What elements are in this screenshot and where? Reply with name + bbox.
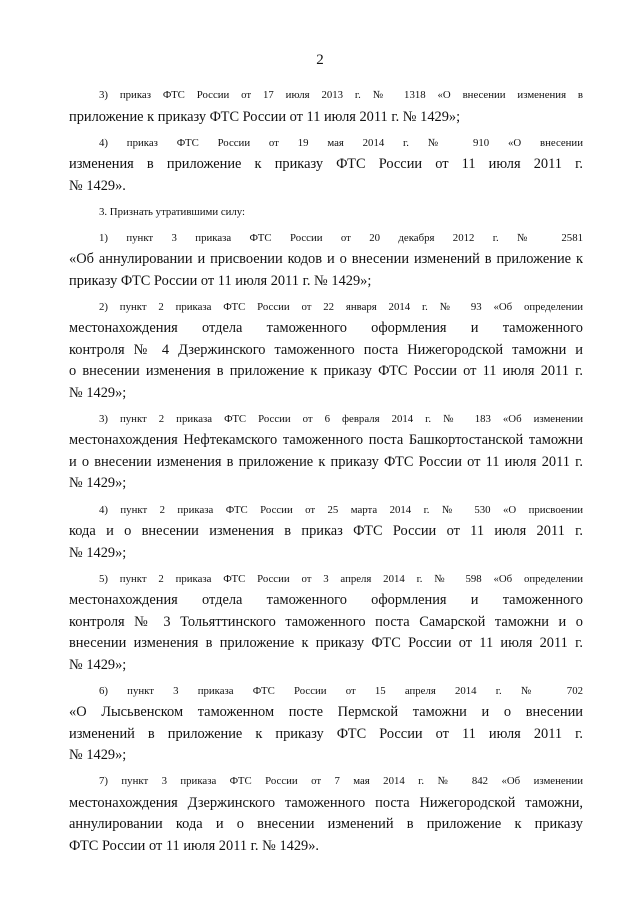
paragraph-line: ФТС России от 11 июля 2011 г. № 1429».: [69, 837, 320, 854]
paragraph-line: местонахождения отдела таможенного оформления и таможенного: [69, 592, 583, 609]
paragraph-line: внесении изменения в приложение к приказу ФТС России от 11 июля 2011 г.: [69, 635, 583, 652]
paragraph-line: аннулировании кода и о внесении изменений в приложение к приказу: [69, 816, 583, 833]
paragraph-line: местонахождения отдела таможенного оформления и таможенного: [69, 320, 583, 337]
paragraph-line: 3) приказ ФТС России от 17 июля 2013 г. № 1318 «О внесении изменения в: [99, 89, 583, 101]
page-number: 2: [316, 52, 324, 68]
paragraph-line: 7) пункт 3 приказа ФТС России от 7 мая 2014 г. № 842 «Об изменении: [99, 775, 583, 788]
paragraph-line: 3. Признать утратившими силу:: [99, 205, 246, 218]
paragraph-line: 4) пункт 2 приказа ФТС России от 25 марта 2014 г. № 530 «О присвоении: [99, 503, 583, 516]
paragraph-line: № 1429»;: [69, 747, 127, 764]
paragraph-line: местонахождения Дзержинского таможенного поста Нижегородской таможни,: [69, 794, 583, 811]
paragraph: [69, 569, 583, 677]
paragraph-line: № 1429»;: [69, 475, 127, 492]
paragraph-line: изменений в приложение к приказу ФТС России от 11 июля 2011 г.: [69, 725, 583, 742]
paragraph-line: контроля № 3 Тольяттинского таможенного поста Самарской таможни и о: [69, 613, 583, 630]
paragraph-line: № 1429»;: [69, 384, 127, 401]
paragraph-line: местонахождения Нефтекамского таможенного поста Башкортостанской таможни: [69, 432, 583, 449]
paragraph-line: 5) пункт 2 приказа ФТС России от 3 апреля 2014 г. № 598 «Об определении: [99, 572, 583, 585]
paragraph-line: 3) пункт 2 приказа ФТС России от 6 февраля 2014 г. № 183 «Об изменении: [99, 412, 583, 425]
paragraph-line: «О Лысьвенском таможенном посте Пермской таможни и о внесении: [69, 704, 583, 721]
paragraph-line: № 1429»;: [69, 656, 127, 673]
paragraph-line: изменения в приложение к приказу ФТС России от 11 июля 2011 г.: [69, 156, 583, 173]
paragraph-line: «Об аннулировании и присвоении кодов и о внесении изменений в приложение к: [69, 251, 583, 268]
paragraph-line: контроля № 4 Дзержинского таможенного поста Нижегородской таможни и: [69, 341, 583, 358]
paragraph-line: 1) пункт 3 приказа ФТС России от 20 декабря 2012 г. № 2581: [99, 231, 583, 244]
paragraph-line: приказу ФТС России от 11 июля 2011 г. № 1429»;: [69, 272, 372, 289]
paragraph: [69, 409, 583, 495]
paragraph: [69, 133, 583, 198]
paragraph-line: 4) приказ ФТС России от 19 мая 2014 г. № 910 «О внесении: [99, 136, 583, 149]
paragraph: [69, 681, 583, 767]
paragraph-line: № 1429»;: [69, 544, 127, 561]
paragraph-line: 2) пункт 2 приказа ФТС России от 22 января 2014 г. № 93 «Об определении: [99, 300, 583, 313]
paragraph: [69, 500, 583, 565]
paragraph-line: и о внесении изменения в приложение к приказу ФТС России от 11 июля 2011 г.: [69, 453, 583, 470]
paragraph: [69, 228, 583, 293]
paragraph-line: о внесении изменения в приложение к приказу ФТС России от 11 июля 2011 г.: [69, 363, 583, 380]
paragraph: [69, 202, 583, 224]
paragraph: [69, 297, 583, 405]
paragraph-line: 6) пункт 3 приказа ФТС России от 15 апреля 2014 г. № 702: [99, 684, 583, 697]
paragraph-line: кода и о внесении изменения в приказ ФТС России от 11 июля 2011 г.: [69, 523, 583, 540]
paragraph-line: № 1429».: [69, 177, 126, 194]
paragraph: [69, 771, 583, 857]
paragraph-line: приложение к приказу ФТС России от 11 июля 2011 г. № 1429»;: [69, 108, 461, 125]
paragraph: [69, 85, 583, 128]
document-body: [69, 85, 583, 862]
